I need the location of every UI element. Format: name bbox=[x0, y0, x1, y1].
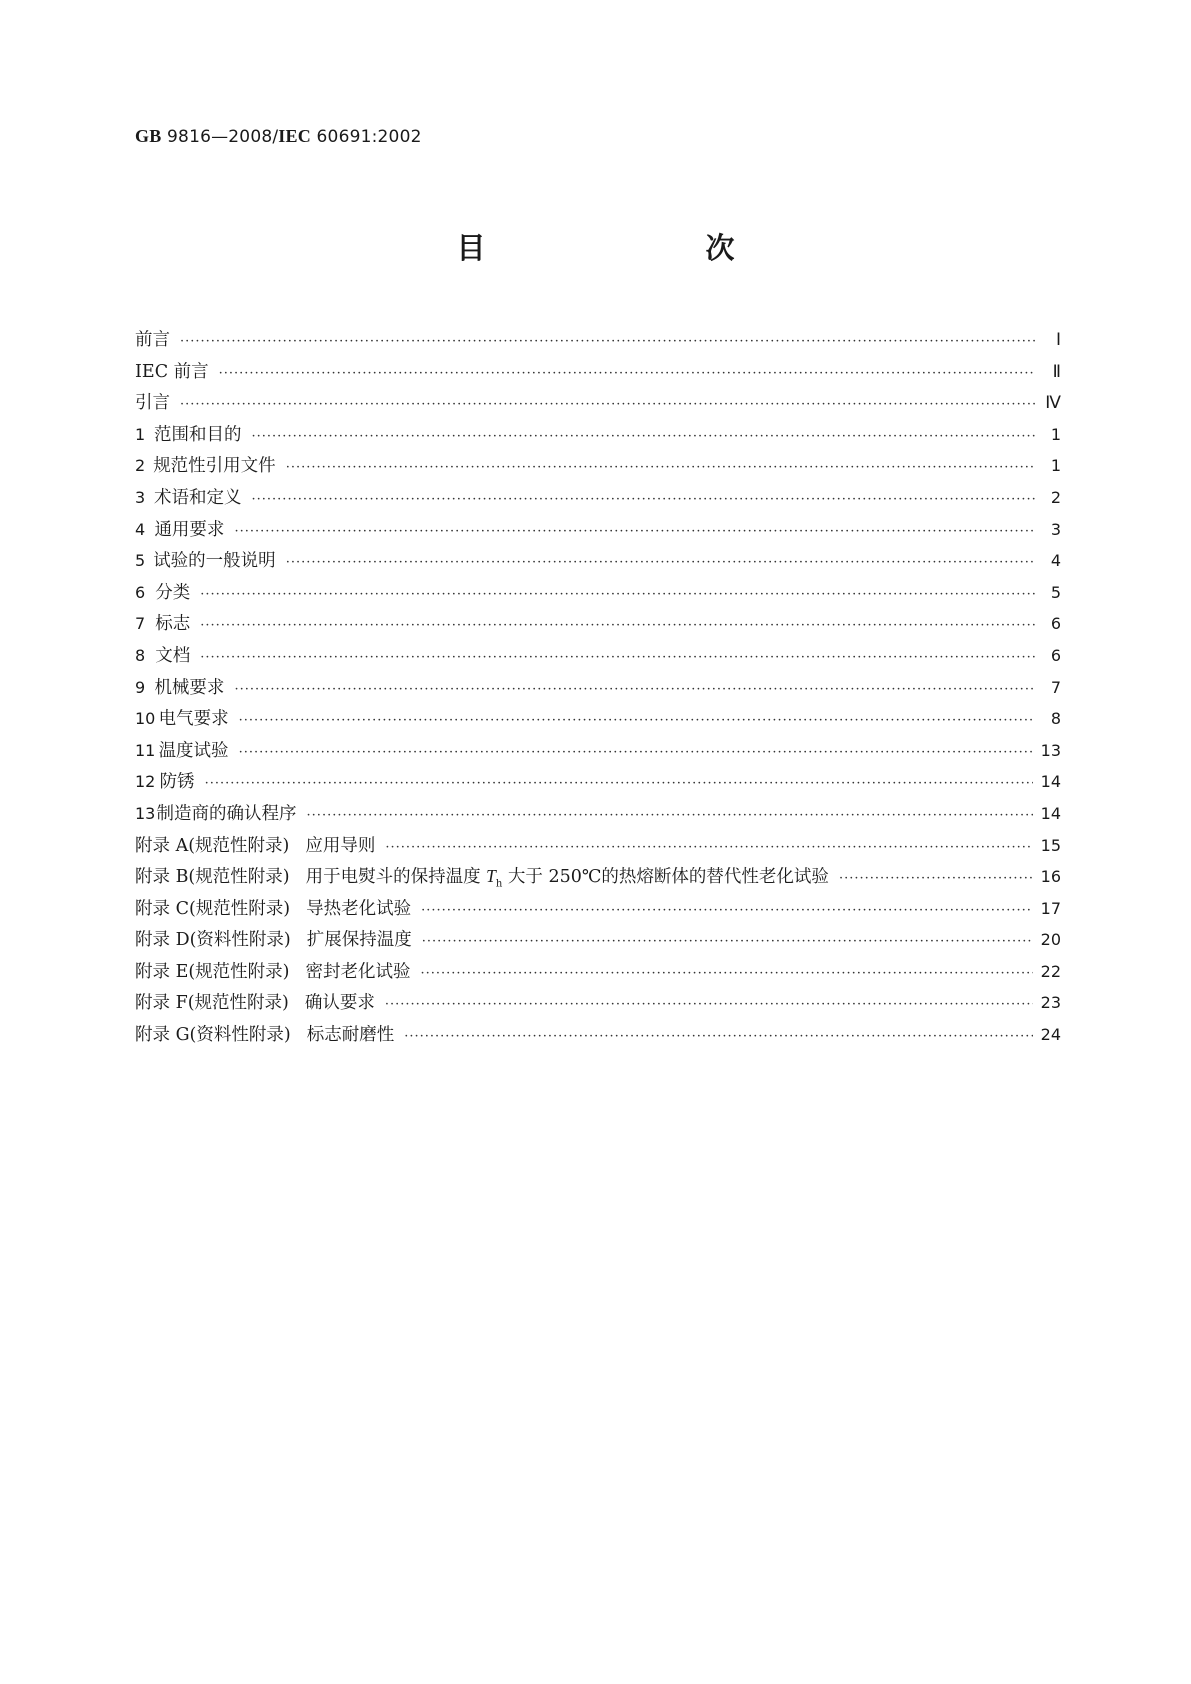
toc-annex-title bbox=[135, 958, 411, 983]
leader-dots bbox=[180, 334, 1035, 349]
toc-annex-title bbox=[135, 832, 375, 857]
toc-entry-page: 6 bbox=[1050, 614, 1061, 634]
toc-entry-page: 13 bbox=[1040, 740, 1061, 760]
leader-dots bbox=[200, 650, 1035, 665]
toc-entry[interactable] bbox=[135, 674, 1061, 706]
toc-entry-number: 7 bbox=[135, 614, 146, 634]
toc-entry[interactable] bbox=[135, 484, 1061, 516]
toc-annex-entry[interactable] bbox=[135, 1021, 1061, 1053]
toc-entry-label: 术语和定义 bbox=[154, 487, 242, 508]
toc-entry-label: 分类 bbox=[155, 582, 191, 603]
toc-entry-number: 12 bbox=[135, 772, 156, 792]
toc-entry[interactable] bbox=[135, 800, 1061, 832]
toc-entry-page: 15 bbox=[1040, 835, 1061, 855]
toc-entry[interactable] bbox=[135, 579, 1061, 611]
toc-entry-number: 13 bbox=[135, 803, 156, 823]
toc-annex-title bbox=[135, 863, 829, 890]
toc-entry-page: Ⅰ bbox=[1055, 330, 1061, 349]
annex-designation: 附录 B(规范性附录) bbox=[135, 867, 290, 888]
toc-entry-label: 规范性引用文件 bbox=[153, 456, 276, 477]
annex-designation: 附录 A(规范性附录) bbox=[135, 835, 290, 856]
toc-entry[interactable] bbox=[135, 421, 1061, 453]
toc-entry-label: 前言 bbox=[135, 330, 170, 350]
standard-prefix: GB bbox=[135, 126, 162, 146]
toc-entry-number: 1 bbox=[135, 424, 146, 444]
toc-entry-label: 机械要求 bbox=[154, 677, 225, 698]
toc-entry-label: 确认要求 bbox=[304, 993, 375, 1014]
toc-entry-label: 通用要求 bbox=[154, 519, 225, 540]
toc-entry-label-part: 用于电熨斗的保持温度 bbox=[305, 867, 487, 888]
toc-annex-entry[interactable] bbox=[135, 863, 1061, 895]
annex-designation: 附录 E(规范性附录) bbox=[135, 961, 290, 982]
leader-dots bbox=[205, 776, 1033, 791]
toc-entry-page: 22 bbox=[1040, 961, 1061, 981]
leader-dots bbox=[252, 492, 1035, 507]
toc-entry-number: 9 bbox=[135, 677, 146, 697]
toc-entry-number: 5 bbox=[135, 551, 146, 571]
annex-designation: 附录 G(资料性附录) bbox=[135, 1025, 291, 1046]
toc-entry-number: 3 bbox=[135, 487, 146, 507]
page-title: 目 次 bbox=[456, 231, 789, 265]
toc-entry-number: 6 bbox=[135, 582, 146, 602]
toc-entry-page: 3 bbox=[1050, 519, 1061, 539]
toc-entry-page: 1 bbox=[1050, 456, 1061, 476]
toc-entry[interactable] bbox=[135, 516, 1061, 548]
table-of-contents bbox=[135, 326, 1061, 1053]
toc-entry-label: 文档 bbox=[155, 645, 191, 666]
leader-dots bbox=[234, 682, 1035, 697]
leader-dots bbox=[422, 934, 1033, 949]
toc-entry-page: 24 bbox=[1040, 1025, 1061, 1045]
toc-entry-page: Ⅱ bbox=[1052, 361, 1061, 381]
toc-entry-number: 11 bbox=[135, 740, 156, 760]
leader-dots bbox=[404, 1029, 1032, 1044]
leader-dots bbox=[219, 366, 1035, 381]
toc-annex-title bbox=[135, 926, 412, 951]
standard-designation bbox=[135, 126, 422, 147]
annex-designation: 附录 D(资料性附录) bbox=[135, 930, 291, 951]
toc-entry-page: 17 bbox=[1040, 898, 1061, 918]
toc-entry-page: 8 bbox=[1050, 709, 1061, 729]
toc-entry-page: 23 bbox=[1040, 993, 1061, 1013]
toc-entry[interactable] bbox=[135, 705, 1061, 737]
iec-prefix: IEC bbox=[278, 126, 311, 146]
toc-entry-label: 标志耐磨性 bbox=[306, 1025, 395, 1046]
leader-dots bbox=[385, 840, 1032, 855]
leader-dots bbox=[286, 460, 1035, 475]
toc-entry[interactable] bbox=[135, 452, 1061, 484]
toc-annex-entry[interactable] bbox=[135, 958, 1061, 990]
leader-dots bbox=[239, 713, 1035, 728]
toc-entry[interactable] bbox=[135, 737, 1061, 769]
toc-annex-entry[interactable] bbox=[135, 926, 1061, 958]
toc-entry-label: 温度试验 bbox=[158, 740, 229, 761]
leader-dots bbox=[239, 745, 1033, 760]
toc-entry-label: 密封老化试验 bbox=[305, 961, 411, 982]
toc-annex-title bbox=[135, 895, 411, 920]
toc-entry-page: 2 bbox=[1050, 487, 1061, 507]
toc-entry-label: 制造商的确认程序 bbox=[156, 803, 297, 824]
leader-dots bbox=[180, 397, 1035, 412]
toc-annex-title bbox=[135, 1021, 394, 1046]
toc-entry-number: 8 bbox=[135, 645, 146, 665]
iec-number: 60691:2002 bbox=[316, 127, 422, 147]
toc-entry-page: 20 bbox=[1040, 930, 1061, 950]
toc-entry-label: 扩展保持温度 bbox=[306, 930, 412, 951]
toc-annex-entry[interactable] bbox=[135, 832, 1061, 864]
toc-entry-page: 14 bbox=[1040, 803, 1061, 823]
toc-entry[interactable] bbox=[135, 389, 1061, 421]
toc-entry-page: Ⅳ bbox=[1045, 393, 1061, 413]
leader-dots bbox=[307, 808, 1033, 823]
toc-entry-page: 16 bbox=[1040, 867, 1061, 887]
toc-entry-page: 14 bbox=[1040, 772, 1061, 792]
toc-entry-label: 导热老化试验 bbox=[306, 898, 412, 919]
temperature-symbol: T bbox=[486, 866, 496, 887]
toc-entry-label: 范围和目的 bbox=[154, 424, 242, 445]
toc-entry-page: 6 bbox=[1050, 645, 1061, 665]
toc-entry[interactable] bbox=[135, 642, 1061, 674]
leader-dots bbox=[286, 555, 1035, 570]
leader-dots bbox=[421, 966, 1033, 981]
toc-entry-label: 试验的一般说明 bbox=[153, 551, 276, 572]
annex-designation: 附录 F(规范性附录) bbox=[135, 993, 289, 1014]
leader-dots bbox=[252, 429, 1035, 444]
toc-entry-label: IEC 前言 bbox=[135, 361, 209, 382]
toc-entry-label: 应用导则 bbox=[305, 835, 376, 856]
toc-entry-page: 1 bbox=[1050, 424, 1061, 444]
toc-entry-label: 防锈 bbox=[159, 772, 195, 793]
toc-entry-label: 引言 bbox=[135, 393, 170, 414]
toc-annex-entry[interactable] bbox=[135, 895, 1061, 927]
toc-entry-page: 4 bbox=[1050, 551, 1061, 571]
toc-entry-label-part: 大于 250℃的热熔断体的替代性老化试验 bbox=[502, 867, 829, 888]
toc-entry-number: 10 bbox=[135, 709, 156, 729]
toc-entry-number: 2 bbox=[135, 456, 146, 476]
toc-entry[interactable] bbox=[135, 326, 1061, 358]
toc-entry-page: 5 bbox=[1050, 582, 1061, 602]
standard-number: 9816—2008/ bbox=[167, 127, 279, 147]
leader-dots bbox=[839, 871, 1033, 886]
toc-annex-entry[interactable] bbox=[135, 989, 1061, 1021]
leader-dots bbox=[234, 524, 1035, 539]
toc-annex-title bbox=[135, 989, 375, 1014]
temperature-subscript: h bbox=[495, 878, 503, 890]
leader-dots bbox=[200, 618, 1035, 633]
toc-entry-page: 7 bbox=[1050, 677, 1061, 697]
toc-entry[interactable] bbox=[135, 547, 1061, 579]
leader-dots bbox=[421, 903, 1033, 918]
toc-entry-label: 标志 bbox=[155, 614, 191, 635]
annex-designation: 附录 C(规范性附录) bbox=[135, 898, 291, 919]
leader-dots bbox=[385, 997, 1033, 1012]
toc-entry[interactable] bbox=[135, 358, 1061, 390]
leader-dots bbox=[200, 587, 1035, 602]
toc-entry[interactable] bbox=[135, 610, 1061, 642]
toc-entry-label: 电气要求 bbox=[158, 709, 229, 730]
toc-entry-number: 4 bbox=[135, 519, 146, 539]
toc-entry[interactable] bbox=[135, 768, 1061, 800]
